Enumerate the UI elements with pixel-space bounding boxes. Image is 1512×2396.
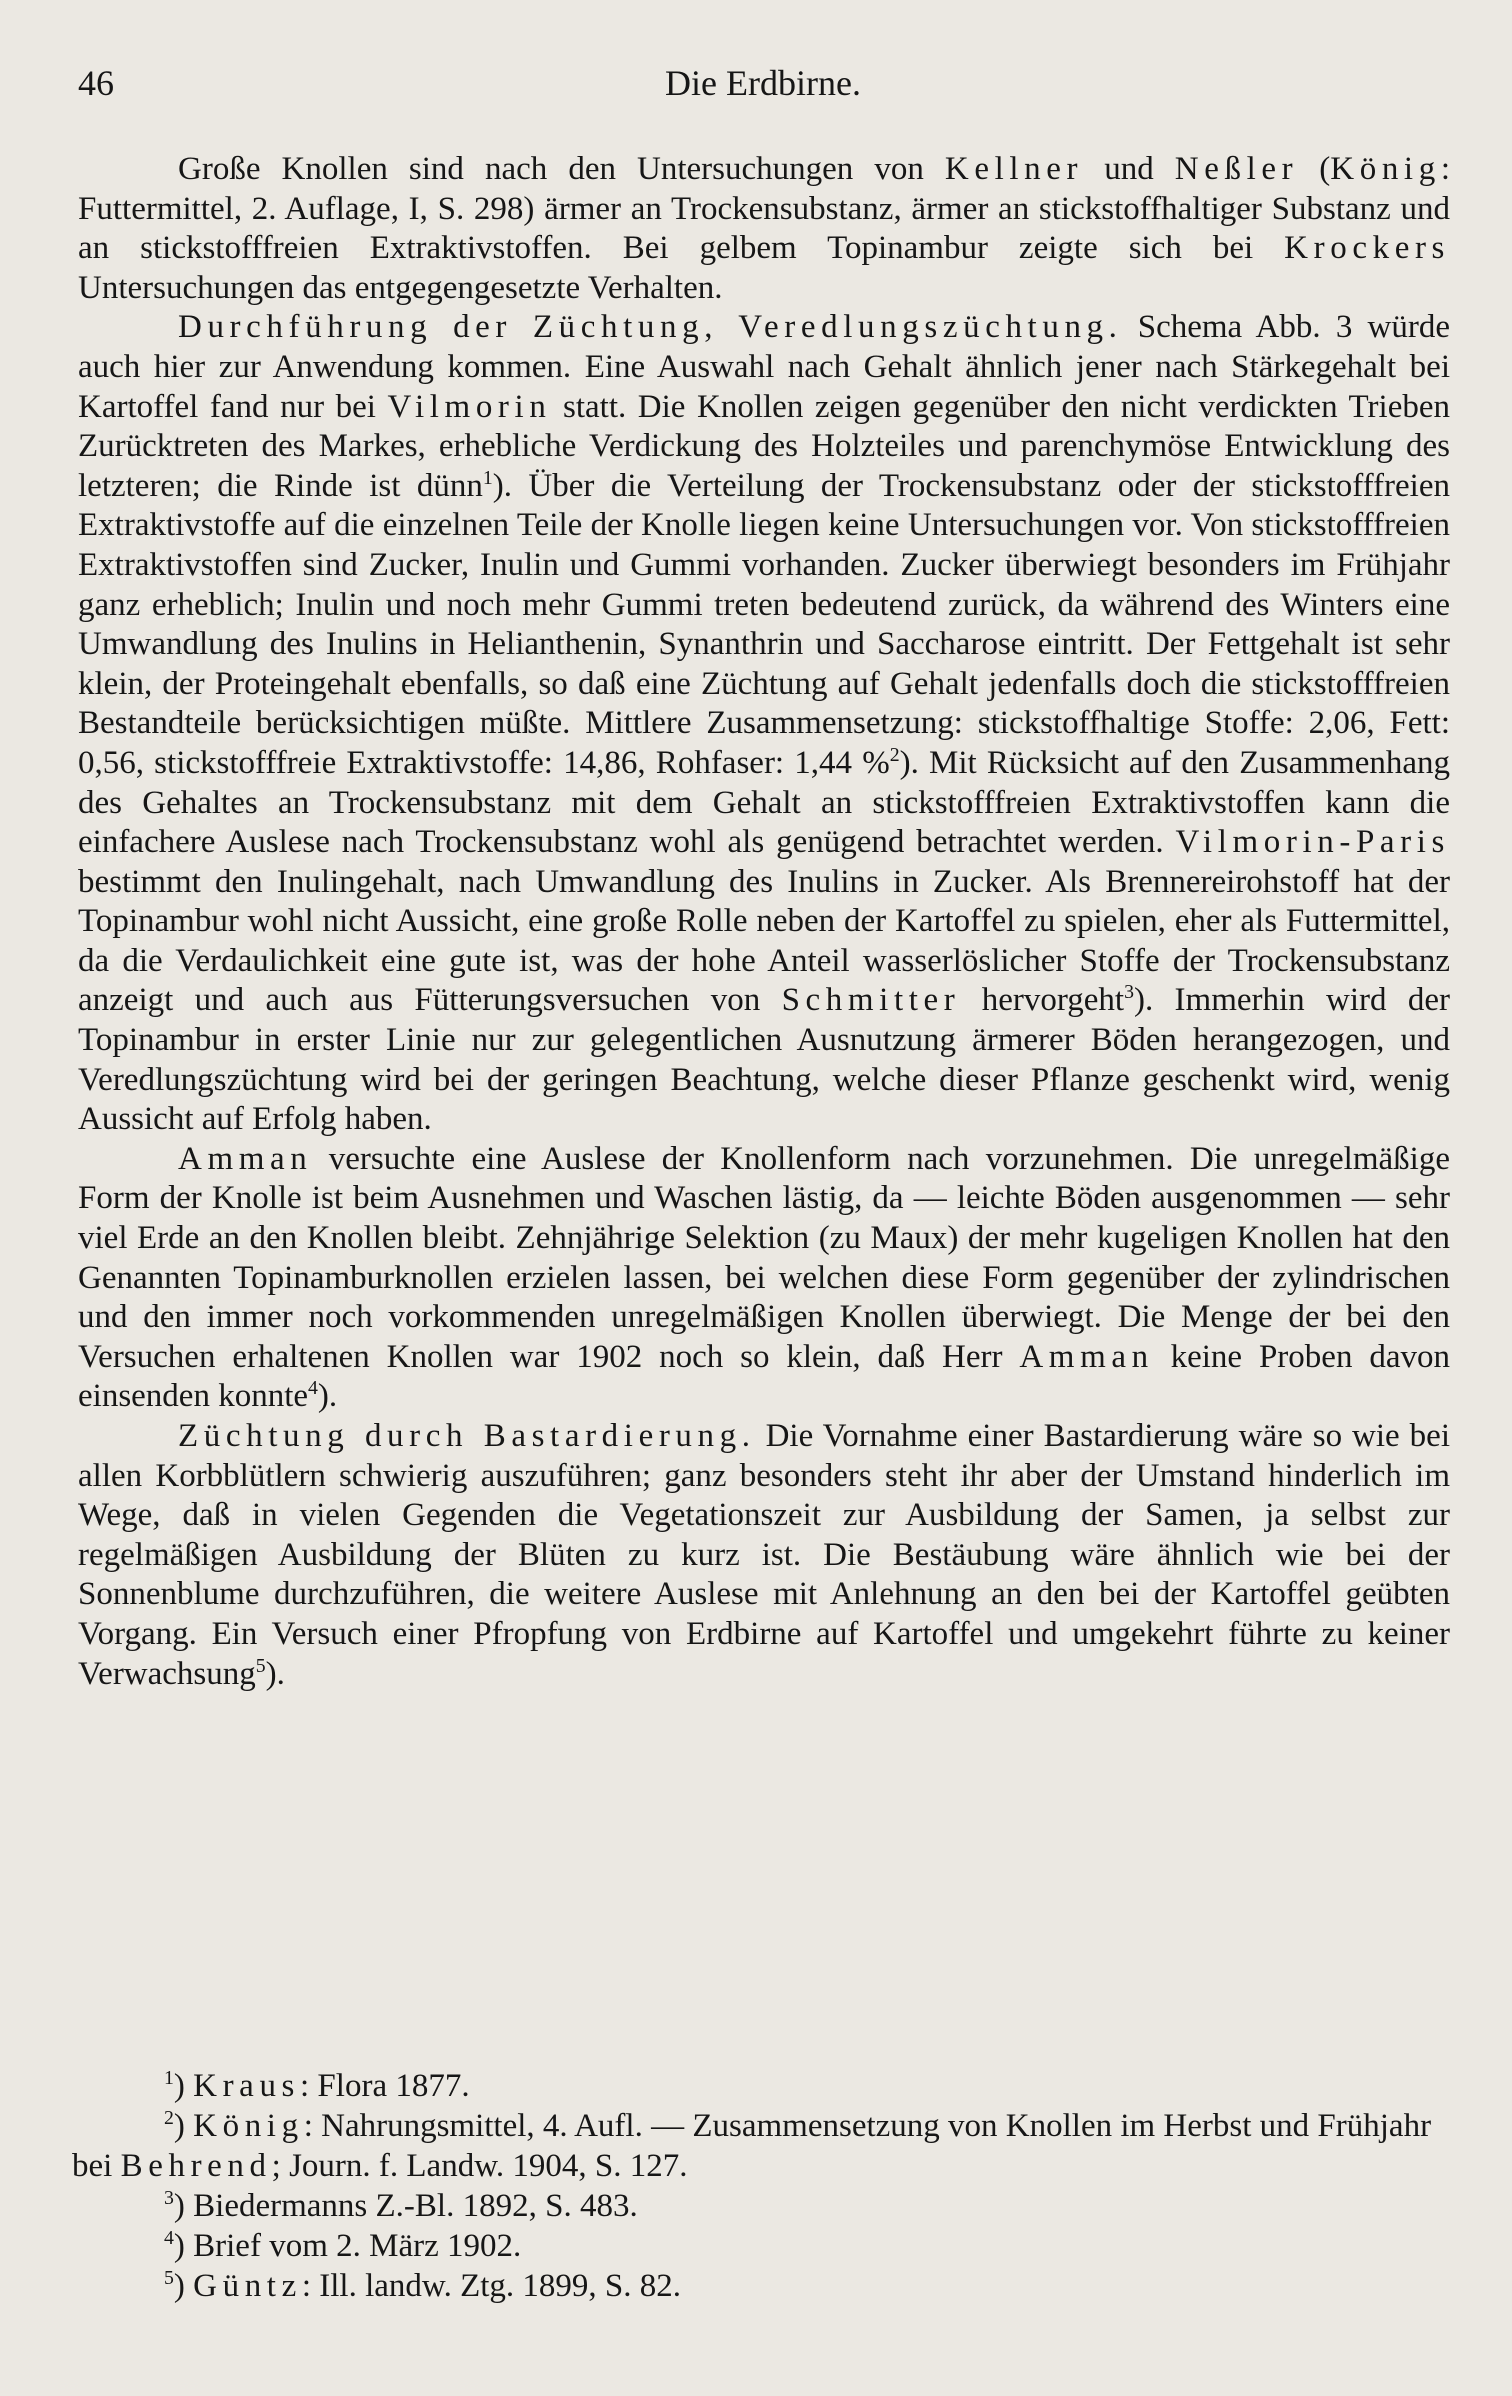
paragraph-tuber-shape-selection [78,1140,1450,1417]
author-name: Vilmorin-Paris [1175,824,1450,861]
footnote-text: Brief vom 2. März 1902. [193,2228,522,2264]
text-run: ). [317,1378,338,1415]
text-run: Große Knollen sind nach den Untersuchungen von [178,151,945,187]
section-heading: Züchtung durch Bastardierung. [178,1418,756,1454]
paragraph-tuber-composition [78,150,1450,308]
author-name: Behrend [120,2148,272,2184]
author-name: Güntz [193,2268,302,2304]
footnote-mark: 1 [164,2067,174,2089]
footnotes [72,2066,1450,2306]
text-run: ). Mit Rücksicht auf den Zusammenhang des Gehaltes an Trockensubstanz mit dem Gehalt an stickstofffreien Extraktivstoffen kann die einfachere Auslese nach Trockensubstanz wohl als genügend betrachtet werden. [78,744,1450,861]
page-number: 46 [78,63,114,103]
footnote: $^2$) König: Nahrungsmittel, 4. Aufl. — Zusammensetzung von Knollen im Herbst und Frühjahr bei Behrend; Journ. f. Landw. 1904, S. 127. [72,2107,1432,2184]
section-heading: Durchführung der Züchtung, Veredlungszüchtung. [178,309,1123,346]
author-name: Schmitter [781,982,961,1019]
text-run: ). Über die Verteilung der Trockensubstanz oder der stickstofffreien Extraktivstoffe auf die einzelnen Teile der Knolle liegen keine Untersuchungen vor. Von stickstofffreien Extraktivstoffen sind Zucker, Inulin und Gummi vorhanden. Zucker überwiegt besonders im Frühjahr ganz erheblich; Inulin und noch mehr Gummi treten bedeutend zurück, da während des Winters eine Umwandlung des Inulins in Helianthenin, Synanthrin und Saccharose eintritt. Der Fettgehalt ist sehr klein, der Proteingehalt ebenfalls, so daß eine Züchtung auf Gehalt jedenfalls doch die stickstofffreien Bestandteile berücksichtigen müßte. Mittlere Zusammensetzung: stickstoffhaltige Stoffe: 2,06, Fett: 0,56, stickstofffreie Extraktivstoffe: 14,86, Rohfaser: 1,44 [78,467,1450,781]
text-run: und [1083,151,1175,187]
running-title: Die Erdbirne. [665,63,861,103]
footnote: $^5$) Güntz: Ill. landw. Ztg. 1899, S. 82. [164,2267,682,2304]
footnote-text: Biedermanns Z.-Bl. 1892, S. 483. [193,2188,638,2224]
text-run: Schema Abb. 3 würde auch hier zur Anwendung kommen. Eine Auswahl nach Gehalt ähnlich jener nach Stärkegehalt bei Kartoffel fand nur bei [78,309,1450,425]
author-name: Vilmorin [387,388,552,425]
paragraph-hybridization [78,1417,1450,1694]
footnote-mark: 5 [164,2267,174,2289]
footnote-ref: 1 [482,466,493,489]
author-name: König [1330,151,1441,187]
author-name: Amman [1019,1338,1154,1375]
footnote-mark: 2 [164,2107,174,2129]
footnote-ref: 4 [308,1377,318,1400]
footnote: $^1$) Kraus: Flora 1877. [164,2067,470,2104]
text-run: ). Immerhin wird der Topinambur in erster Linie nur zur gelegentlichen Ausnutzung ärmerer Böden herangezogen, und Veredlungszüchtung wird bei der geringen Beachtung, welche dieser Pflanze geschenkt wird, wenig Aussicht auf Erfolg haben. [78,982,1450,1138]
text-run: Die Vornahme einer Bastardierung wäre so wie bei allen Korbblütlern schwierig auszuführen; ganz besonders steht ihr aber der Umstand hinderlich im Wege, daß in vielen Gegenden die Vegetationszeit zur Ausbildung der Samen, ja selbst zur regelmäßigen Ausbildung der Blüten zu kurz ist. Die Bestäubung wäre ähnlich wie bei der Sonnenblume durchzuführen, die weitere Auslese mit Anlehnung an den bei der Kartoffel geübten Vorgang. Ein Versuch einer Pfropfung von Erdbirne auf Kartoffel und umgekehrt führte zu keiner Verwachsung [78,1418,1450,1692]
footnote: $^3$) Biedermanns Z.-Bl. 1892, S. 483. [164,2187,638,2224]
text-run: bestimmt den Inulingehalt, nach Umwandlung des Inulins in Zucker. Als Brennereirohstoff hat der Topinambur wohl nicht Aussicht, eine große Rolle neben der Kartoffel zu spielen, eher als Futtermittel, da die Verdaulichkeit eine gute ist, was der hohe Anteil wasserlöslicher Stoffe der Trockensubstanz anzeigt und auch aus Fütterungsversuchen von [78,863,1450,1019]
footnote-ref: 5 [255,1654,266,1677]
text-run: : Futtermittel, 2. Auflage, I, S. 298) ärmer an Trockensubstanz, ärmer an stickstoffhaltiger Substanz und an stickstofffreien Extraktivstoffen. Bei gelbem Topinambur zeigte sich bei [78,151,1450,267]
author-name: Kellner [944,151,1084,187]
paragraph-refinement-breeding [78,308,1450,1139]
footnote-ref: 2 [889,743,900,766]
page-header [78,62,1448,112]
footnote-text: : Flora 1877. [300,2068,470,2104]
footnote-mark: 4 [164,2227,174,2249]
author-name: Krockers [1284,230,1450,267]
body-text [78,150,1450,1694]
author-name: Amman [178,1140,313,1177]
text-run: versuchte eine Auslese der Knollenform nach vorzunehmen. Die unregelmäßige Form der Knolle ist beim Ausnehmen und Waschen lästig, da — leichte Böden ausgenommen — sehr viel Erde an den Knollen bleibt. Zehnjährige Selektion (zu Maux) der mehr kugeligen Knollen hat den Genannten Topinamburknollen erzielen lassen, bei welchen diese Form gegenüber der zylindrischen und den immer noch vorkommenden unregelmäßigen Knollen überwiegt. Die Menge der bei den Versuchen erhaltenen Knollen war 1902 noch so klein, daß Herr [78,1140,1450,1375]
author-name: Kraus [193,2068,301,2104]
footnote-mark: 3 [164,2187,174,2209]
text-run: Untersuchungen das entgegengesetzte Verhalten. [78,269,723,306]
author-name: König [193,2108,304,2144]
text-run: ( [1298,151,1331,187]
footnote-text: ; Journ. f. Landw. 1904, S. 127. [271,2148,688,2184]
percent-sign: % [862,744,890,781]
footnote: $^4$) Brief vom 2. März 1902. [164,2227,522,2264]
text-run: statt. Die Knollen zeigen gegenüber den nicht verdickten Trieben Zurücktreten des Markes, erhebliche Verdickung des Holzteiles und parenchymöse Entwicklung des letzteren; die Rinde ist dünn [78,388,1450,504]
text-run: ). [265,1655,285,1692]
text-run: hervorgeht [960,982,1125,1019]
text-run: keine Proben davon einsenden konnte [78,1338,1450,1415]
footnote-text: : Nahrungsmittel, 4. Aufl. — Zusammensetzung von Knollen im Herbst und Frühjahr bei [72,2108,1432,2184]
footnote-ref: 3 [1124,981,1134,1004]
author-name: Neßler [1174,151,1299,187]
footnote-text: : Ill. landw. Ztg. 1899, S. 82. [301,2268,682,2304]
